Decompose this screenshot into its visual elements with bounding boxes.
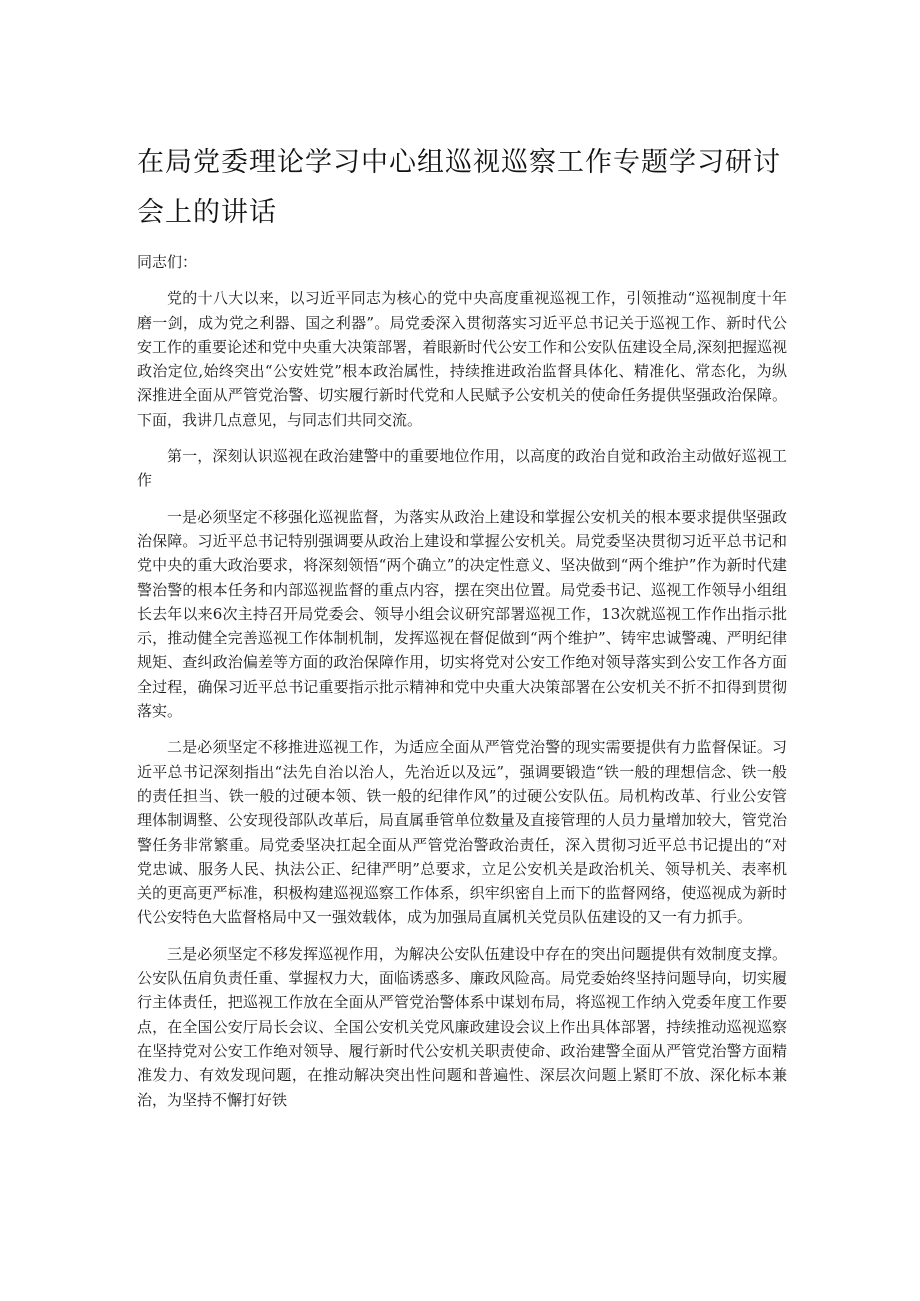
- paragraph-point-one: 一是必须坚定不移强化巡视监督，为落实从政治上建设和掌握公安机关的根本要求提供坚强政治保障。习近平总书记特别强调要从政治上建设和掌握公安机关。局党委坚决贯彻习近平总书记和党中央的重大政治要求，将深刻领悟“两个确立”的决定性意义、坚决做到“两个维护”作为新时代建警治警的根本任务和内部巡视监督的重点内容，摆在突出位置。局党委书记、巡视工作领导小组组长去年以来6次主持召开局党委会、领导小组会议研究部署巡视工作，13次就巡视工作作出指示批示，推动健全完善巡视工作体制机制，发挥巡视在督促做到“两个维护”、铸牢忠诚警魂、严明纪律规矩、查纠政治偏差等方面的政治保障作用，切实将党对公安工作绝对领导落实到公安工作各方面全过程，确保习近平总书记重要指示批示精神和党中央重大决策部署在公安机关不折不扣得到贯彻落实。: [137, 507, 787, 721]
- paragraph-point-two: 二是必须坚定不移推进巡视工作，为适应全面从严管党治警的现实需要提供有力监督保证。习近平总书记深刻指出“法先自治以治人，先治近以及远”，强调要锻造“铁一般的理想信念、铁一般的责任担当、铁一般的过硬本领、铁一般的纪律作风”的过硬公安队伍。局机构改革、行业公安管理体制调整、公安现役部队改革后，局直属垂管单位数量及直接管理的人员力量增加较大，管党治警任务非常繁重。局党委坚决扛起全面从严管党治警政治责任，深入贯彻习近平总书记提出的“对党忠诚、服务人民、执法公正、纪律严明”总要求，立足公安机关是政治机关、领导机关、表率机关的更高更严标准，积极构建巡视巡察工作体系，织牢织密自上而下的监督网络，使巡视成为新时代公安特色大监督格局中又一强效载体，成为加强局直属机关党员队伍建设的又一有力抓手。: [137, 738, 787, 927]
- paragraph-point-three: 三是必须坚定不移发挥巡视作用，为解决公安队伍建设中存在的突出问题提供有效制度支撑。公安队伍肩负责任重、掌握权力大，面临诱惑多、廉政风险高。局党委始终坚持问题导向，切实履行主体责任，把巡视工作放在全面从严管党治警体系中谋划布局，将巡视工作纳入党委年度工作要点，在全国公安厅局长会议、全国公安机关党风廉政建设会议上作出具体部署，持续推动巡视巡察在坚持党对公安工作绝对领导、履行新时代公安机关职责使命、政治建警全面从严管党治警方面精准发力、有效发现问题，在推动解决突出性问题和普遍性、深层次问题上紧盯不放、深化标本兼治，为坚持不懈打好铁: [137, 944, 787, 1109]
- document-body: [137, 250, 787, 1124]
- salutation: 同志们：: [137, 253, 198, 271]
- section-heading-first: 第一，深刻认识巡视在政治建警中的重要地位作用，以高度的政治自觉和政治主动做好巡视工作: [137, 447, 787, 490]
- paragraph-intro: 党的十八大以来，以习近平同志为核心的党中央高度重视巡视工作，引领推动“巡视制度十年磨一剑，成为党之利器、国之利器”。局党委深入贯彻落实习近平总书记关于巡视工作、新时代公安工作的重要论述和党中央重大决策部署，着眼新时代公安工作和公安队伍建设全局,深刻把握巡视政治定位,始终突出“公安姓党”根本政治属性，持续推进政治监督具体化、精准化、常态化，为纵深推进全面从严管党治警、切实履行新时代党和人民赋予公安机关的使命任务提供坚强政治保障。下面，我讲几点意见，与同志们共同交流。: [137, 289, 787, 429]
- document-title: 在局党委理论学习中心组巡视巡察工作专题学习研讨会上的讲话: [137, 147, 781, 228]
